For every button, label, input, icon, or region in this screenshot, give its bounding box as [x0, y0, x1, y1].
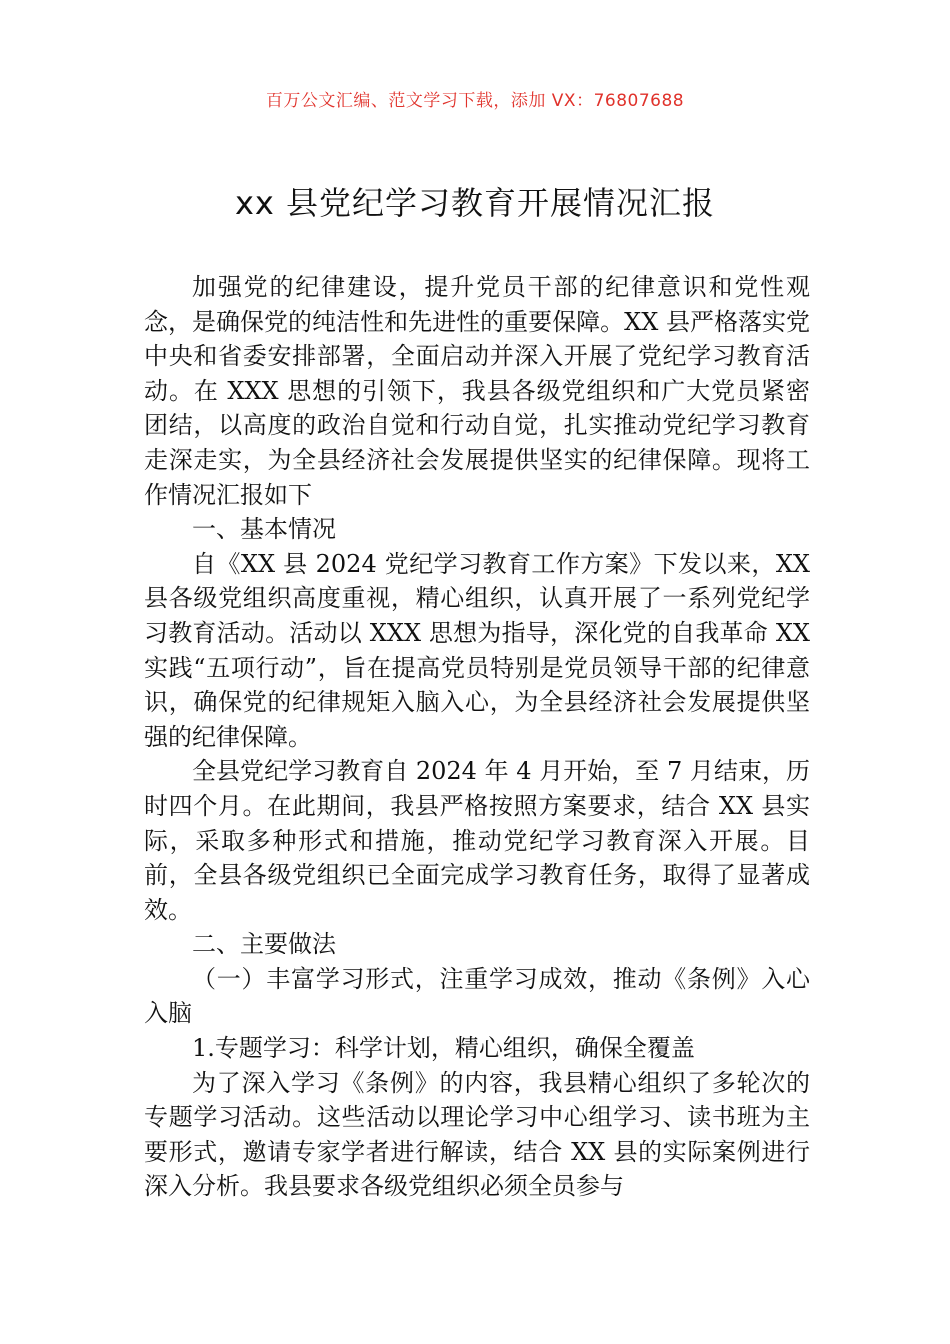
section-heading-basic-situation: 一、基本情况	[192, 515, 336, 544]
body-paragraph: 全县党纪学习教育自 2024 年 4 月开始，至 7 月结束，历时四个月。在此期间，我县严格按照方案要求，结合 XX 县实际，采取多种形式和措施，推动党纪学习教育深入开展。目前，全县各级党组织已全面完成学习教育任务，取得了显著成效。	[144, 757, 810, 924]
item-heading: 1.专题学习：科学计划，精心组织，确保全覆盖	[192, 1034, 695, 1063]
document-title: xx 县党纪学习教育开展情况汇报	[234, 184, 716, 222]
intro-paragraph: 加强党的纪律建设，提升党员干部的纪律意识和党性观念，是确保党的纯洁性和先进性的重要保障。XX 县严格落实党中央和省委安排部署，全面启动并深入开展了党纪学习教育活动。在 XXX 思想的引领下，我县各级党组织和广大党员紧密团结，以高度的政治自觉和行动自觉，扎实推动党纪学习教育走深走实，为全县经济社会发展提供坚实的纪律保障。现将工作情况汇报如下	[144, 273, 810, 509]
body-paragraph: 自《XX 县 2024 党纪学习教育工作方案》下发以来，XX 县各级党组织高度重视，精心组织，认真开展了一系列党纪学习教育活动。活动以 XXX 思想为指导，深化党的自我革命 XX 实践“五项行动”，旨在提高党员特别是党员领导干部的纪律意识，确保党的纪律规矩入脑入心，为全县经济社会发展提供坚强的纪律保障。	[144, 549, 810, 751]
document-body	[144, 270, 810, 1204]
section-heading-main-practices: 二、主要做法	[192, 930, 336, 959]
header-note: 百万公文汇编、范文学习下载，添加 VX：76807688	[265, 91, 685, 111]
body-paragraph: 为了深入学习《条例》的内容，我县精心组织了多轮次的专题学习活动。这些活动以理论学习中心组学习、读书班为主要形式，邀请专家学者进行解读，结合 XX 县的实际案例进行深入分析。我县要求各级党组织必须全员参与	[144, 1068, 810, 1201]
subsection-heading: （一）丰富学习形式，注重学习成效，推动《条例》入心入脑	[144, 964, 810, 1028]
